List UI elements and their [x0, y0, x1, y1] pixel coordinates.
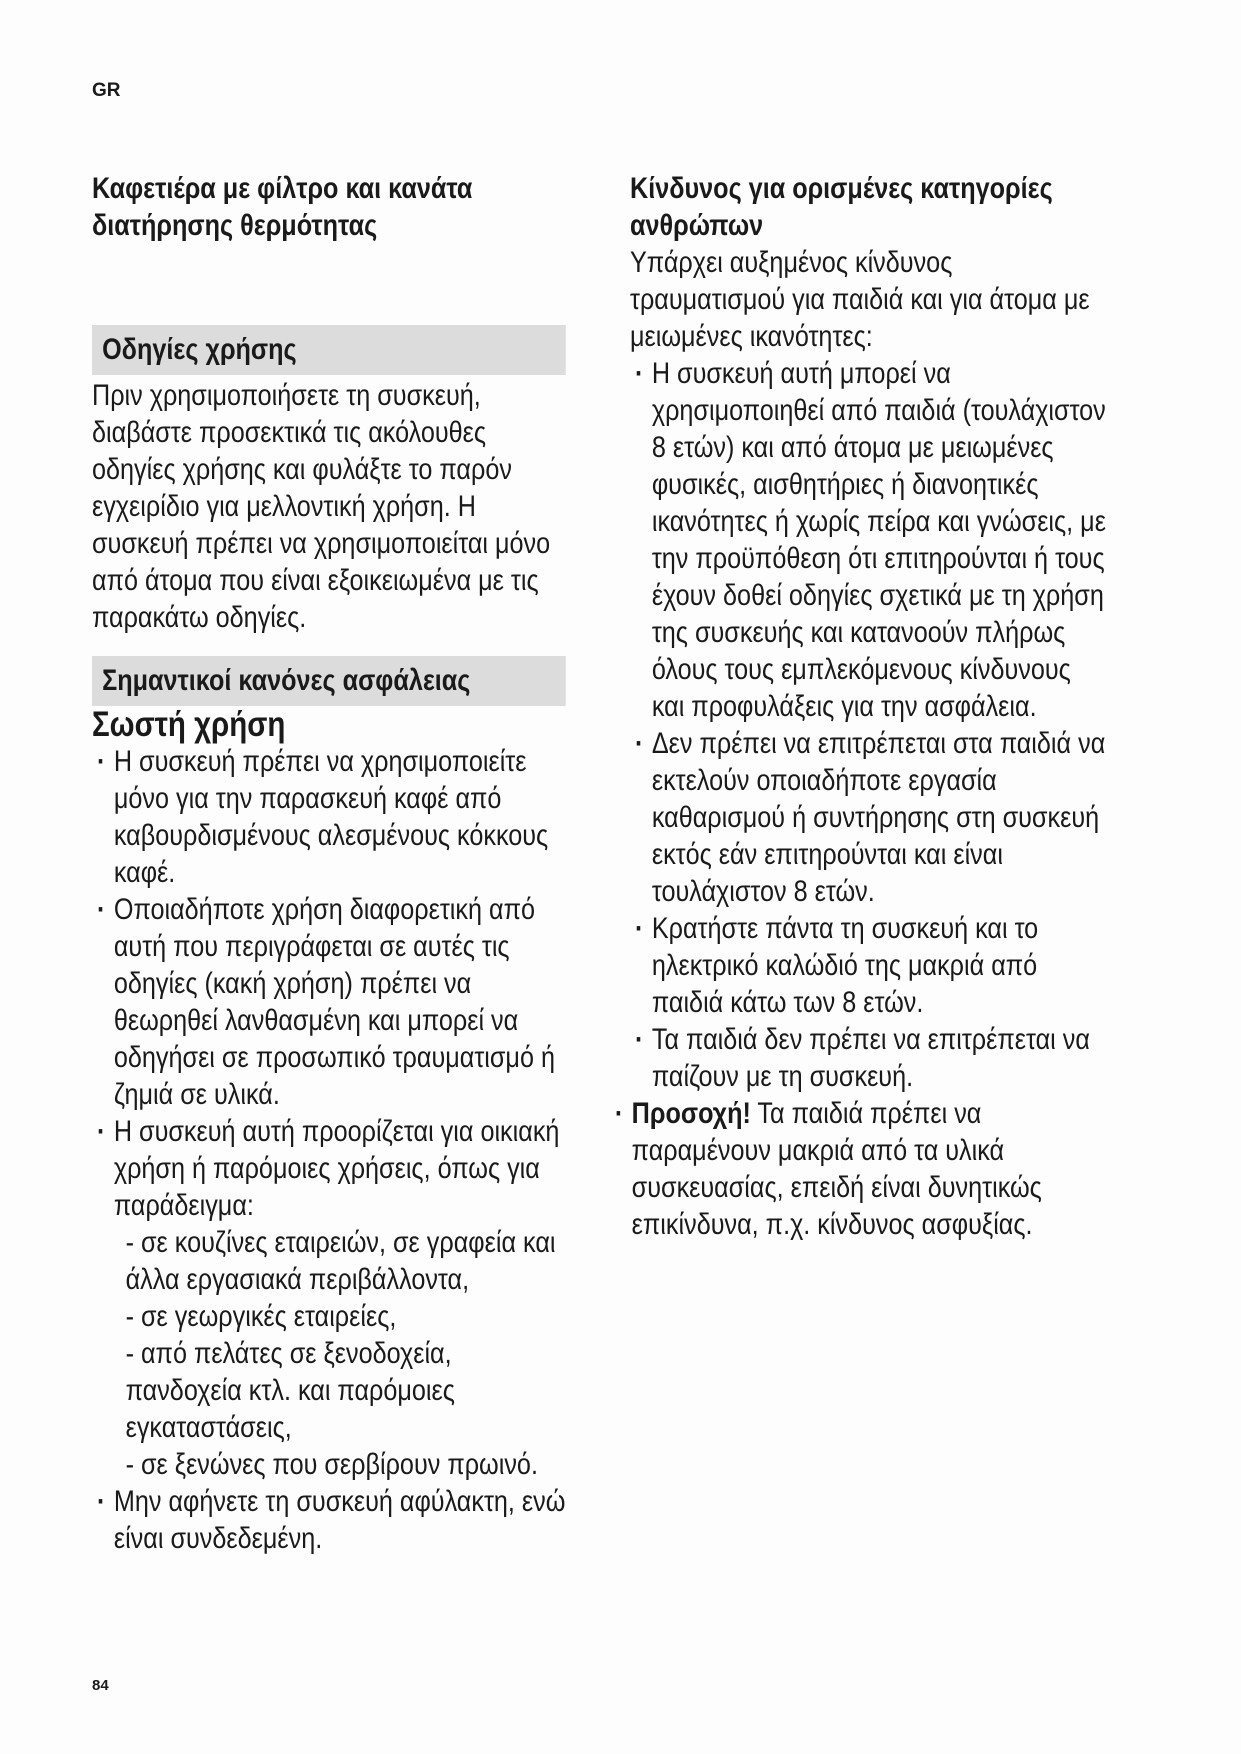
caution-list [610, 1095, 1109, 1243]
caution-text: Τα παιδιά πρέπει να παραμένουν μακριά από τα υλικά συσκευασίας, επειδή είναι δυνητικώς επικίνδυνα, π.χ. κίνδυνος ασφυξίας. [631, 1097, 1042, 1241]
list-item [92, 1113, 566, 1483]
product-title-line-1: Καφετιέρα με φίλτρο και κανάτα [92, 172, 473, 205]
risk-list [630, 355, 1109, 1095]
list-item: · Η συσκευή πρέπει να χρησιμοποιείτε μόνο για την παρασκευή καφέ από καβουρδισμένους αλεσμένους κόκκους καφέ. [92, 743, 566, 891]
list-item: · Δεν πρέπει να επιτρέπεται στα παιδιά να εκτελούν οποιαδήποτε εργασία καθαρισμού ή συντήρησης στη συσκευή εκτός εάν επιτηρούνται και είναι τουλάχιστον 8 ετών. [630, 725, 1109, 910]
instructions-heading: Οδηγίες χρήσης [92, 325, 566, 375]
safety-heading: Σημαντικοί κανόνες ασφάλειας [92, 656, 566, 706]
examples-list [114, 1224, 566, 1483]
page-number: 84 [92, 1677, 109, 1694]
list-item: · Κρατήστε πάντα τη συσκευή και το ηλεκτρικό καλώδιό της μακριά από παιδιά κάτω των 8 ετών. [630, 910, 1109, 1021]
list-item: · Η συσκευή αυτή μπορεί να χρησιμοποιηθεί από παιδιά (τουλάχιστον 8 ετών) και από άτομα με μειωμένες φυσικές, αισθητήριες ή διανοητικές ικανότητες ή χωρίς πείρα και γνώσεις, με την προϋπόθεση ότι επιτηρούνται ή τους έχουν δοθεί οδηγίες σχετικά με τη χρήση της συσκευής και κατανοούν πλήρως όλους τους εμπλεκόμενους κίνδυνους και προφυλάξεις για την ασφάλεια. [630, 355, 1109, 725]
right-column [630, 170, 1109, 1243]
left-column [92, 170, 566, 1557]
product-title-line-2: διατήρησης θερμότητας [92, 209, 378, 242]
product-title [92, 170, 566, 244]
list-item: · Τα παιδιά δεν πρέπει να επιτρέπεται να παίζουν με τη συσκευή. [630, 1021, 1109, 1095]
instructions-text: Πριν χρησιμοποιήσετε τη συσκευή, διαβάστε προσεκτικά τις ακόλουθες οδηγίες χρήσης και φυλάξτε το παρόν εγχειρίδιο για μελλοντική χρήση. Η συσκευή πρέπει να χρησιμοποιείται μόνο από άτομα που είναι εξοικειωμένα με τις παρακάτω οδηγίες. [92, 379, 551, 634]
list-item: · Μην αφήνετε τη συσκευή αφύλακτη, ενώ είναι συνδεδεμένη. [92, 1483, 566, 1557]
risk-intro: Υπάρχει αυξημένος κίνδυνος τραυματισμού για παιδιά και για άτομα με μειωμένες ικανότητες: [630, 246, 1090, 353]
example-item: - σε κουζίνες εταιρειών, σε γραφεία και άλλα εργασιακά περιβάλλοντα, [125, 1226, 556, 1296]
language-code: GR [92, 80, 121, 101]
list-item-text: Η συσκευή αυτή προορίζεται για οικιακή χρήση ή παρόμοιες χρήσεις, όπως για παράδειγμα: [113, 1115, 560, 1222]
list-item: · Οποιαδήποτε χρήση διαφορετική από αυτή που περιγράφεται σε αυτές τις οδηγίες (κακή χρήση) πρέπει να θεωρηθεί λανθασμένη και μπορεί να οδηγήσει σε προσωπικό τραυματισμό ή ζημιά σε υλικά. [92, 891, 566, 1113]
example-item: - σε γεωργικές εταιρείες, [125, 1300, 397, 1333]
correct-use-list [92, 743, 566, 1557]
correct-use-heading: Σωστή χρήση [92, 705, 286, 744]
example-item: - από πελάτες σε ξενοδοχεία, πανδοχεία κτλ. και παρόμοιες εγκαταστάσεις, [125, 1337, 455, 1444]
caution-label: Προσοχή! [631, 1097, 751, 1130]
caution-item [610, 1095, 1109, 1243]
example-item: - σε ξενώνες που σερβίρουν πρωινό. [125, 1448, 538, 1481]
risk-heading: Κίνδυνος για ορισμένες κατηγορίες ανθρώπων [630, 172, 1053, 242]
